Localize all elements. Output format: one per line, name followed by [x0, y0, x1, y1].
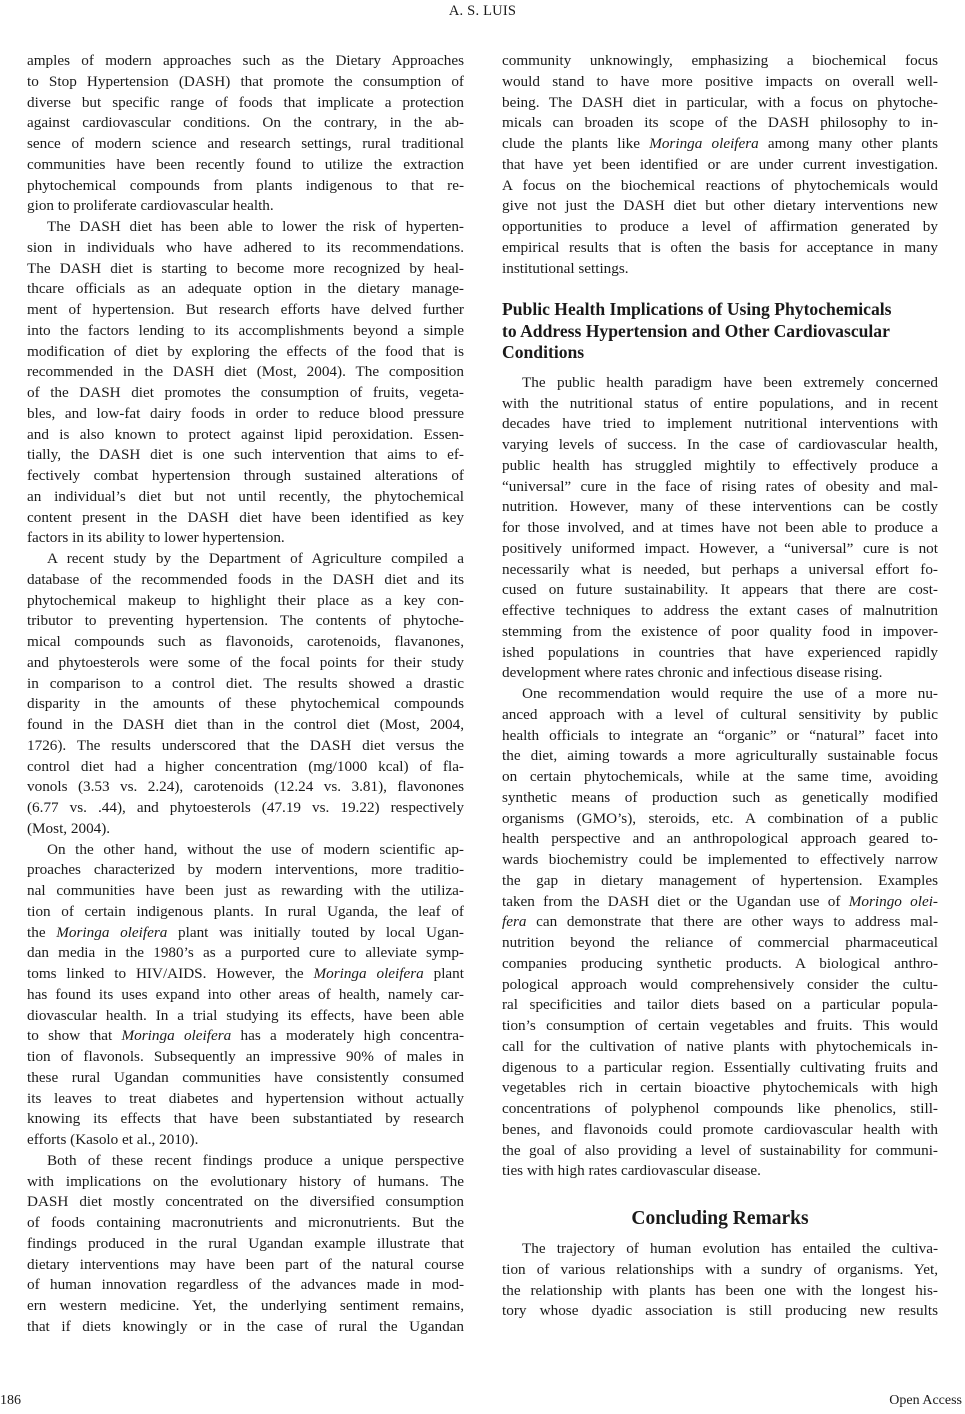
text-line: the Moringa oleifera plant was initially touted by local Ugan-	[27, 923, 464, 941]
text-line: modification of diet by exploring the effects of the food that is	[27, 342, 464, 360]
text-line: with implications on the evolutionary history of humans. The	[27, 1172, 464, 1190]
intro-paragraph	[502, 51, 938, 279]
text-line: into the factors lending to its accomplishments beyond a simple	[27, 321, 464, 339]
text-line: nutrition. However, many of these interventions can be costly	[502, 498, 938, 516]
text-line: to Stop Hypertension (DASH) that promote the consumption of	[27, 72, 464, 90]
text-line: being. The DASH diet in particular, with a focus on phytoche-	[502, 93, 938, 111]
text-line: factors in its ability to lower hypertension.	[27, 529, 285, 547]
paragraph	[27, 217, 464, 549]
text-line: “universal” cure in the face of rising rates of obesity and mal-	[502, 477, 938, 495]
text-line: call for the cultivation of native plants with phytochemicals in-	[502, 1037, 938, 1055]
text-line: ties with high rates cardiovascular disease.	[502, 1162, 761, 1180]
text-line: sence of modern science and research settings, rural traditional	[27, 135, 464, 152]
text-line: tory whose dyadic association is still producing new results	[502, 1302, 938, 1320]
text-line: diovascular health. In a trial studying its effects, have been able	[27, 1006, 464, 1024]
text-line: communities have been recently found to utilize the extraction	[27, 155, 464, 173]
text-line: database of the recommended foods in the DASH diet and its	[27, 570, 464, 588]
text-line: Both of these recent findings produce a unique perspective	[47, 1151, 464, 1169]
text-line: the relationship with plants has been one with the longest his-	[502, 1281, 938, 1299]
section-heading-public-health	[502, 299, 938, 364]
text-line: The DASH diet has been able to lower the risk of hyperten-	[47, 218, 464, 235]
paragraph	[27, 1151, 464, 1338]
text-line: digenous to a particular region. Essentially cultivating fruits and	[502, 1058, 938, 1076]
left-column	[27, 51, 464, 1338]
text-line: of human innovation regardless of the advances made in mod-	[27, 1276, 464, 1294]
text-line: that have yet been identified or are under current investigation.	[502, 155, 938, 173]
text-line: the gap in dietary management of hypertension. Examples	[502, 871, 938, 889]
text-line: varying levels of success. In the case of cardiovascular health,	[502, 436, 938, 453]
text-line: opportunities to produce a level of affirmation generated by	[502, 218, 938, 235]
text-line: nal communities have been just as rewarding with the utiliza-	[27, 882, 464, 899]
text-line: institutional settings.	[502, 259, 629, 277]
text-line: in comparison to a control diet. The results showed a drastic	[27, 674, 464, 692]
text-line: necessarily what is needed, but perhaps a universal effort fo-	[502, 560, 938, 578]
running-head-author: A. S. LUIS	[448, 3, 517, 19]
open-access-label: Open Access	[889, 1393, 962, 1408]
paragraph	[502, 373, 938, 684]
text-line: community unknowingly, emphasizing a biochemical focus	[502, 52, 938, 69]
right-column	[502, 51, 938, 1322]
text-line: fera can demonstrate that there are other ways to address mal-	[502, 913, 938, 931]
concluding-section-body	[502, 1239, 938, 1322]
text-line: to show that Moringa oleifera has a moderately high concentra-	[27, 1027, 464, 1045]
text-line: that if diets knowingly or in the case of rural the Ugandan	[27, 1317, 464, 1335]
text-line: nutrition beyond the reliance of commercial pharmaceutical	[502, 934, 938, 951]
text-line: tion of flavonols. Subsequently an impressive 90% of males in	[27, 1048, 464, 1065]
text-line: of the DASH diet promotes the consumption of fruits, vegeta-	[27, 384, 464, 401]
text-line: tion’s consumption of certain vegetables and fruits. This would	[502, 1017, 938, 1034]
text-line: taken from the DASH diet or the Ugandan use of Moringo olei-	[502, 892, 938, 910]
text-line: DASH diet mostly concentrated on the diversified consumption	[27, 1193, 464, 1211]
text-line: One recommendation would require the use of a more nu-	[522, 685, 938, 702]
text-line: decades have tried to implement nutritional interventions with	[502, 415, 938, 433]
text-line: control diet had a higher concentration (mg/1000 kcal) of fla-	[27, 757, 464, 775]
text-line: (6.77 vs. .44), and phytoesterols (47.19 vs. 19.22) respectively	[27, 799, 464, 816]
public-health-section-body	[502, 373, 938, 1182]
text-line: concentrations of polyphenol compounds like phenolics, still-	[502, 1100, 938, 1117]
text-line: disparity in the amounts of these phytochemical compounds	[27, 695, 464, 713]
text-line: dietary interventions may have been part of the natural course	[27, 1255, 464, 1273]
text-line: has found its uses expand into other areas of health, namely car-	[27, 985, 464, 1003]
text-line: mical compounds such as flavonoids, carotenoids, flavanones,	[27, 633, 464, 650]
text-line: thcare officials as an adequate option in the dietary manage-	[27, 280, 464, 298]
text-line: effective techniques to address the extant cases of malnutrition	[502, 602, 938, 619]
text-line: organisms (GMO’s), steroids, etc. A combination of a public	[502, 809, 938, 827]
text-line: A focus on the biochemical reactions of phytochemicals would	[502, 176, 938, 194]
text-line: ished populations in countries that have experienced rapidly	[502, 643, 938, 661]
text-line: micals can broaden its scope of the DASH philosophy to in-	[502, 114, 938, 132]
paragraph	[502, 1239, 938, 1322]
text-line: efforts (Kasolo et al., 2010).	[27, 1131, 199, 1148]
text-line: A recent study by the Department of Agriculture compiled a	[47, 550, 464, 567]
text-line: an individual’s diet but not until recently, the phytochemical	[27, 487, 464, 505]
text-line: positively uniformed impact. However, a “universal” cure is not	[502, 539, 938, 557]
text-line: content present in the DASH diet have been identified as key	[27, 508, 464, 526]
section-heading-concluding-remarks: Concluding Remarks	[631, 1208, 809, 1229]
text-line: its leaves to treat diabetes and hypertension without actually	[27, 1089, 464, 1107]
text-line: companies producing synthetic products. A biological anthro-	[502, 954, 938, 972]
text-line: vegetables rich in certain bioactive phytochemicals with high	[502, 1079, 938, 1097]
text-line: tion of various relationships with a sundry of organisms. Yet,	[502, 1260, 938, 1278]
text-line: ern western medicine. Yet, the underlying sentiment remains,	[27, 1297, 464, 1314]
text-line: health perspective and an anthropological approach geared to-	[502, 830, 938, 848]
text-line: cused on future sustainability. It appears that there are cost-	[502, 581, 938, 599]
page-number: 186	[0, 1393, 21, 1408]
text-line: benes, and flavonoids could promote cardiovascular health with	[502, 1120, 938, 1138]
text-line: give not just the DASH diet but other dietary interventions new	[502, 197, 938, 215]
text-line: clude the plants like Moringa oleifera among many other plants	[502, 135, 939, 152]
text-line: (Most, 2004).	[27, 819, 111, 837]
text-line: synthetic means of production such as genetically modified	[502, 788, 938, 806]
paragraph	[502, 51, 938, 279]
text-line: would stand to have more positive impacts on overall well-	[502, 72, 938, 90]
text-line: for those involved, and at times have not been able to produce a	[502, 519, 938, 536]
text-line: The public health paradigm have been extremely concerned	[522, 373, 938, 391]
text-line: pological approach would comprehensively consider the cultu-	[502, 975, 938, 993]
paragraph	[27, 549, 464, 840]
text-line: health officials to integrate an “organic” or “natural” facet into	[502, 726, 938, 744]
text-line: toms linked to HIV/AIDS. However, the Moringa oleifera plant	[27, 965, 464, 982]
text-line: 1726). The results underscored that the DASH diet versus the	[27, 736, 464, 754]
text-line: The trajectory of human evolution has entailed the cultiva-	[522, 1240, 938, 1257]
text-line: tially, the DASH diet is one such intervention that aims to ef-	[27, 446, 464, 464]
text-line: The DASH diet is starting to become more recognized by heal-	[27, 259, 464, 277]
heading-line: Conditions	[502, 342, 585, 363]
text-line: the goal of also providing a level of sustainability for communi-	[502, 1141, 938, 1159]
text-line: ment of hypertension. But research efforts have delved further	[27, 301, 464, 318]
text-line: amples of modern approaches such as the Dietary Approaches	[27, 52, 464, 69]
text-line: fectively combat hypertension through sustained alterations of	[27, 467, 464, 484]
paragraph	[27, 840, 464, 1151]
paragraph	[27, 51, 464, 217]
text-line: anced approach with a level of cultural sensitivity by public	[502, 705, 938, 723]
text-line: tion of certain indigenous plants. In rural Uganda, the leaf of	[27, 902, 464, 920]
text-line: gion to proliferate cardiovascular health.	[27, 197, 274, 215]
text-line: recommended in the DASH diet (Most, 2004). The composition	[27, 363, 464, 381]
text-line: diverse but specific range of foods that implicate a protection	[27, 93, 464, 111]
text-line: sion in individuals who have adhered to its recommendations.	[27, 238, 464, 256]
heading-line: Public Health Implications of Using Phytochemicals	[502, 299, 892, 320]
text-line: proaches characterized by modern interventions, more traditio-	[27, 861, 464, 879]
text-line: ral specificities and tailor diets based on a particular popula-	[502, 996, 938, 1014]
text-line: against cardiovascular conditions. On the contrary, in the ab-	[27, 114, 464, 132]
text-line: bles, and low-fat dairy foods in order to reduce blood pressure	[27, 404, 464, 422]
text-line: development where rates chronic and infectious disease rising.	[502, 664, 883, 682]
text-line: and phytoesterols were some of the focal points for their study	[27, 653, 464, 671]
text-line: with the nutritional status of entire populations, and in recent	[502, 394, 938, 412]
text-line: findings produced in the rural Ugandan example illustrate that	[27, 1234, 464, 1252]
text-line: tributor to preventing hypertension. The contents of phytoche-	[27, 612, 464, 630]
text-line: phytochemical makeup to highlight their place as a key con-	[27, 591, 464, 609]
text-line: public health has struggled mightily to effectively produce a	[502, 456, 938, 474]
text-line: these rural Ugandan communities have consistently consumed	[27, 1068, 464, 1086]
text-line: wards biochemistry could be implemented to effectively narrow	[502, 851, 938, 868]
text-line: on certain phytochemicals, while at the same time, avoiding	[502, 768, 938, 785]
text-line: stemming from the existence of poor quality food in impover-	[502, 622, 938, 640]
text-line: dan media in the 1980’s as a purported cure to alleviate symp-	[27, 944, 464, 962]
text-line: knowing its effects that have been substantiated by research	[27, 1110, 464, 1128]
text-line: and is also known to protect against lipid peroxidation. Essen-	[27, 425, 464, 443]
heading-line: to Address Hypertension and Other Cardiovascular	[502, 320, 890, 341]
text-line: of foods containing macronutrients and micronutrients. But the	[27, 1214, 464, 1231]
text-line: vonols (3.53 vs. 2.24), carotenoids (12.24 vs. 3.81), flavonones	[27, 778, 464, 796]
text-line: phytochemical compounds from plants indigenous to that re-	[27, 176, 464, 194]
text-line: On the other hand, without the use of modern scientific ap-	[47, 840, 464, 858]
paragraph	[502, 684, 938, 1182]
text-line: found in the DASH diet than in the control diet (Most, 2004,	[27, 716, 464, 733]
text-line: empirical results that is often the basis for acceptance in many	[502, 238, 938, 256]
text-line: the diet, aiming towards a more agriculturally sustainable focus	[502, 747, 938, 765]
